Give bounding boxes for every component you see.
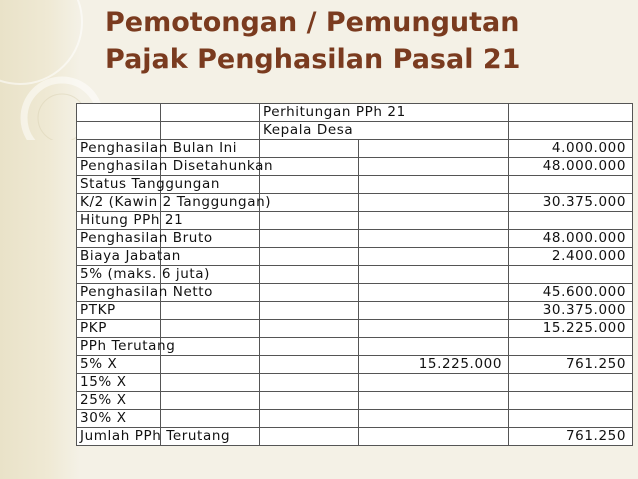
cell-value: 4.000.000 [509,140,633,158]
table-row [77,194,633,212]
cell-empty [260,212,359,230]
cell-base-amount: 15.225.000 [359,356,509,374]
cell-base-amount [359,284,509,302]
cell-empty [260,428,359,446]
cell-empty [260,356,359,374]
table-row [77,212,633,230]
cell-empty [260,284,359,302]
cell-value [509,410,633,428]
cell-empty [260,410,359,428]
row-label-cell: Penghasilan Netto [77,284,161,302]
table-row [77,338,633,356]
row-label-cell: PKP [77,320,161,338]
row-label-cell: PTKP [77,302,161,320]
table-body [77,104,633,446]
cell-value [509,212,633,230]
table-row [77,356,633,374]
title-line-1: Pemotongan / Pemungutan [105,7,520,38]
row-label-cell: Biaya Jabatan [77,248,161,266]
table-row [77,248,633,266]
cell-value: 761.250 [509,356,633,374]
cell-base-amount [359,428,509,446]
row-label-cell: 15% X [77,374,161,392]
row-label-cell: 5% (maks. 6 juta) [77,266,161,284]
row-label-cell: Penghasilan Disetahunkan [77,158,161,176]
row-label-cell: PPh Terutang [77,338,161,356]
table-row [77,320,633,338]
table-heading-cell: Kepala Desa [260,122,509,140]
table-row [77,104,633,122]
cell-value: 761.250 [509,428,633,446]
cell-value: 2.400.000 [509,248,633,266]
table-row [77,392,633,410]
row-label-cell: 25% X [77,392,161,410]
cell-value: 48.000.000 [509,158,633,176]
row-label-cell: K/2 (Kawin 2 Tanggungan) [77,194,161,212]
cell-empty [260,176,359,194]
table-row [77,266,633,284]
row-label-cell: Status Tanggungan [77,176,161,194]
cell-base-amount [359,266,509,284]
table-row [77,230,633,248]
row-label-cell: Penghasilan Bulan Ini [77,140,161,158]
cell-base-amount [359,338,509,356]
cell-empty [161,338,260,356]
cell-empty [161,374,260,392]
pph21-calculation-table [76,103,633,446]
cell-base-amount [359,176,509,194]
cell-base-amount [359,374,509,392]
cell-empty [260,158,359,176]
cell-empty [260,374,359,392]
cell-empty [260,230,359,248]
row-label-cell: 30% X [77,410,161,428]
cell-value [509,392,633,410]
cell-empty [161,122,260,140]
cell-base-amount [359,320,509,338]
table-row [77,140,633,158]
cell-empty [260,140,359,158]
cell-value: 45.600.000 [509,284,633,302]
cell-value: 30.375.000 [509,302,633,320]
cell-empty [161,302,260,320]
cell-value: 30.375.000 [509,194,633,212]
cell-value [509,338,633,356]
cell-empty [260,320,359,338]
row-label-cell: 5% X [77,356,161,374]
cell-empty [260,266,359,284]
title-line-2: Pajak Penghasilan Pasal 21 [105,44,521,75]
cell-value [509,122,633,140]
cell-empty [77,122,161,140]
cell-empty [260,302,359,320]
row-label-cell: Penghasilan Bruto [77,230,161,248]
cell-empty [77,104,161,122]
table-row [77,410,633,428]
cell-base-amount [359,212,509,230]
cell-empty [260,194,359,212]
cell-value [509,104,633,122]
cell-base-amount [359,194,509,212]
table-row [77,158,633,176]
cell-base-amount [359,230,509,248]
cell-empty [161,356,260,374]
table-row [77,428,633,446]
cell-empty [260,338,359,356]
table-row [77,284,633,302]
table-row [77,302,633,320]
row-label-cell: Hitung PPh 21 [77,212,161,230]
cell-value [509,266,633,284]
cell-empty [161,392,260,410]
table-row [77,374,633,392]
cell-base-amount [359,158,509,176]
table-row [77,122,633,140]
cell-value [509,374,633,392]
row-label-cell: Jumlah PPh Terutang [77,428,161,446]
cell-base-amount [359,410,509,428]
cell-base-amount [359,248,509,266]
cell-empty [260,392,359,410]
cell-empty [260,248,359,266]
cell-base-amount [359,392,509,410]
cell-empty [161,320,260,338]
cell-value [509,176,633,194]
cell-value: 15.225.000 [509,320,633,338]
cell-value: 48.000.000 [509,230,633,248]
cell-empty [161,104,260,122]
cell-base-amount [359,140,509,158]
table-row [77,176,633,194]
cell-base-amount [359,302,509,320]
cell-empty [161,410,260,428]
slide-title [105,4,625,78]
table-heading-cell: Perhitungan PPh 21 [260,104,509,122]
